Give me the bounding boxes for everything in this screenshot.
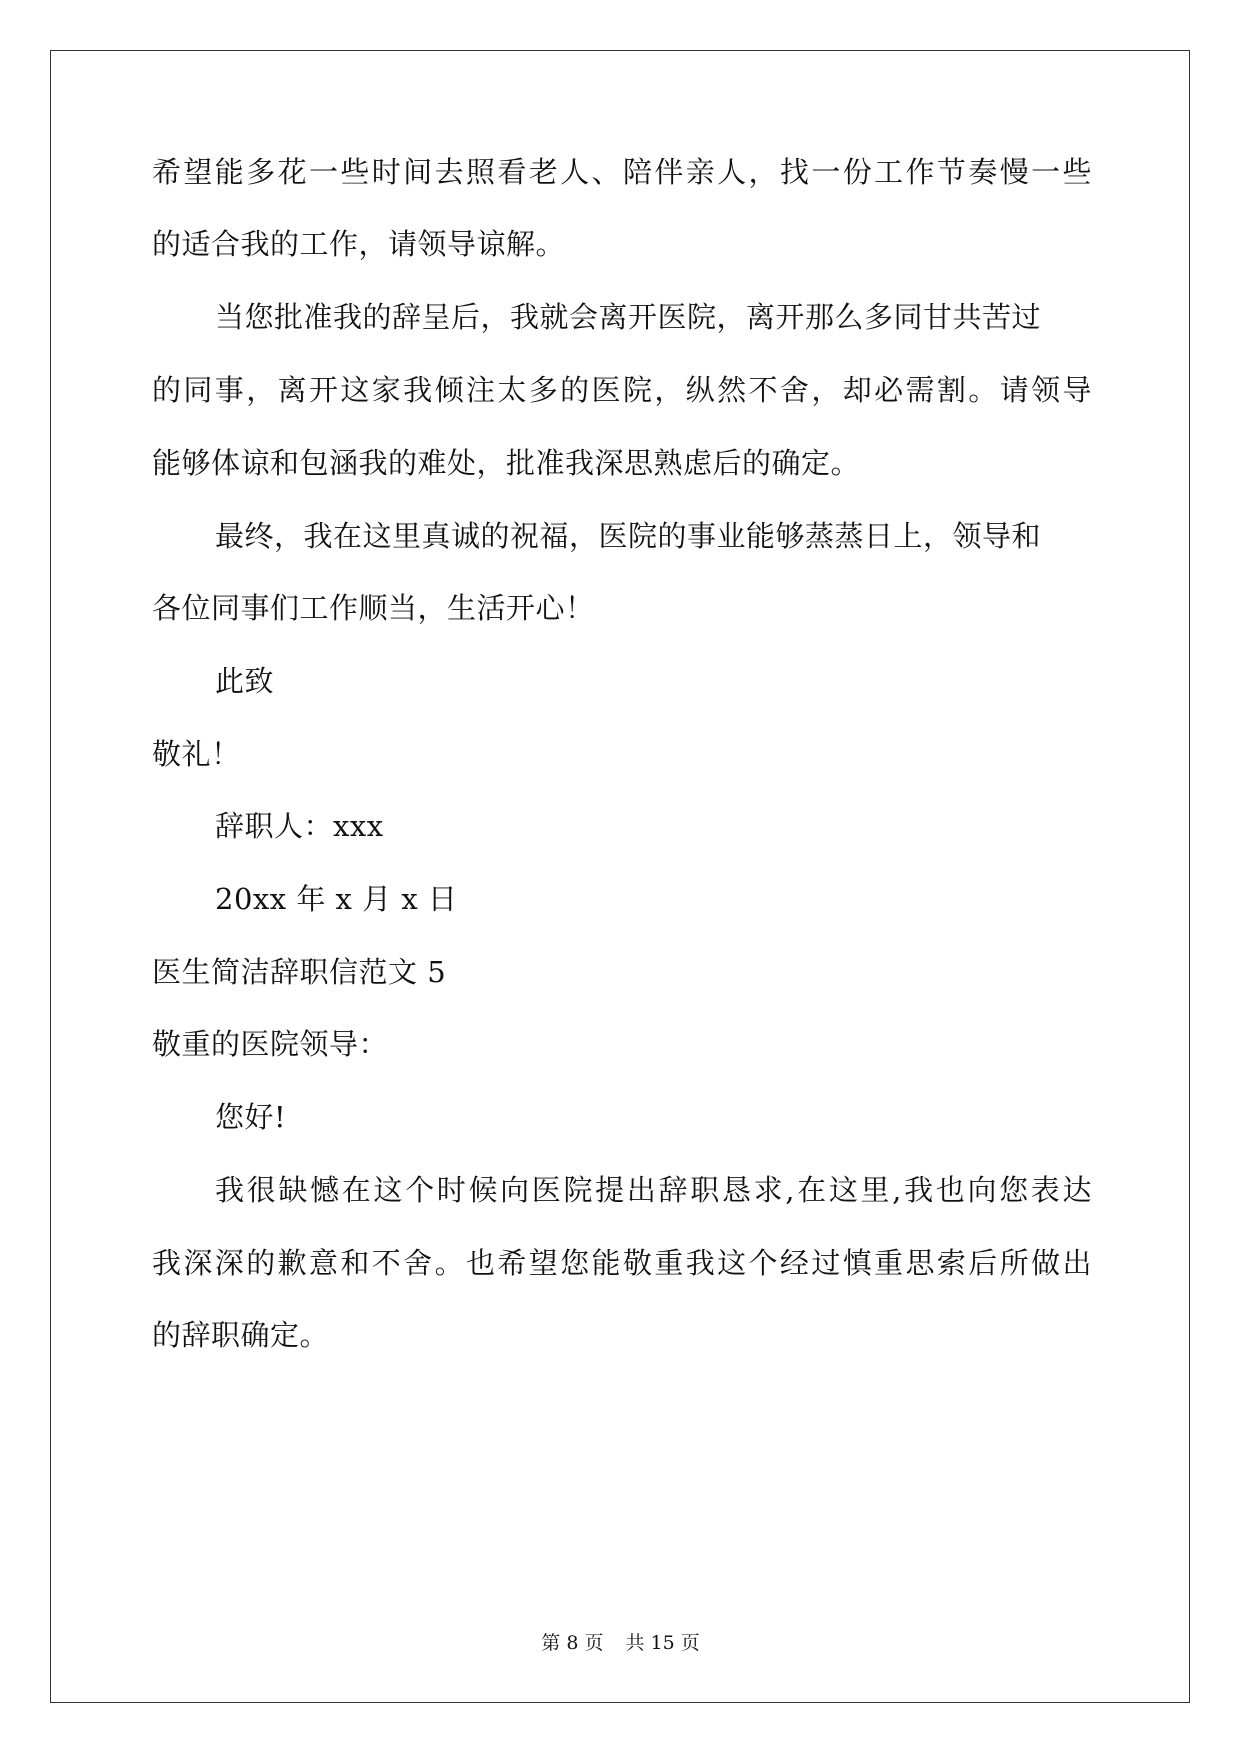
paragraph-line: 希望能多花一些时间去照看老人、陪伴亲人，找一份工作节奏慢一些 (152, 155, 1092, 189)
page-footer (0, 1630, 1241, 1656)
paragraph-line: 的适合我的工作，请领导谅解。 (152, 227, 566, 261)
letter-salutation: 敬重的医院领导： (152, 1027, 389, 1061)
closing-phrase: 此致 (215, 664, 275, 698)
paragraph-line: 的同事，离开这家我倾注太多的医院，纵然不舍，却必需割。请领导 (152, 373, 1092, 407)
page-number-current: 第 8 页 (541, 1632, 604, 1654)
paragraph-line: 最终，我在这里真诚的祝福，医院的事业能够蒸蒸日上，领导和 (215, 519, 1042, 553)
paragraph-line: 我很缺憾在这个时候向医院提出辞职恳求,在这里,我也向您表达 (215, 1173, 1092, 1207)
section-heading: 医生简洁辞职信范文 5 (152, 955, 447, 989)
page-number-total: 共 15 页 (625, 1632, 700, 1654)
salutation-closing: 敬礼！ (152, 737, 241, 771)
greeting-line: 您好! (215, 1100, 287, 1134)
paragraph-line: 各位同事们工作顺当，生活开心！ (152, 591, 595, 625)
paragraph-line: 我深深的歉意和不舍。也希望您能敬重我这个经过慎重思索后所做出 (152, 1246, 1092, 1280)
signature-line: 辞职人：xxx (215, 809, 384, 843)
date-line: 20xx 年 x 月 x 日 (215, 882, 458, 916)
paragraph-line: 的辞职确定。 (152, 1318, 330, 1352)
paragraph-line: 当您批准我的辞呈后，我就会离开医院，离开那么多同甘共苦过 (215, 300, 1042, 334)
paragraph-line: 能够体谅和包涵我的难处，批准我深思熟虑后的确定。 (152, 446, 861, 480)
